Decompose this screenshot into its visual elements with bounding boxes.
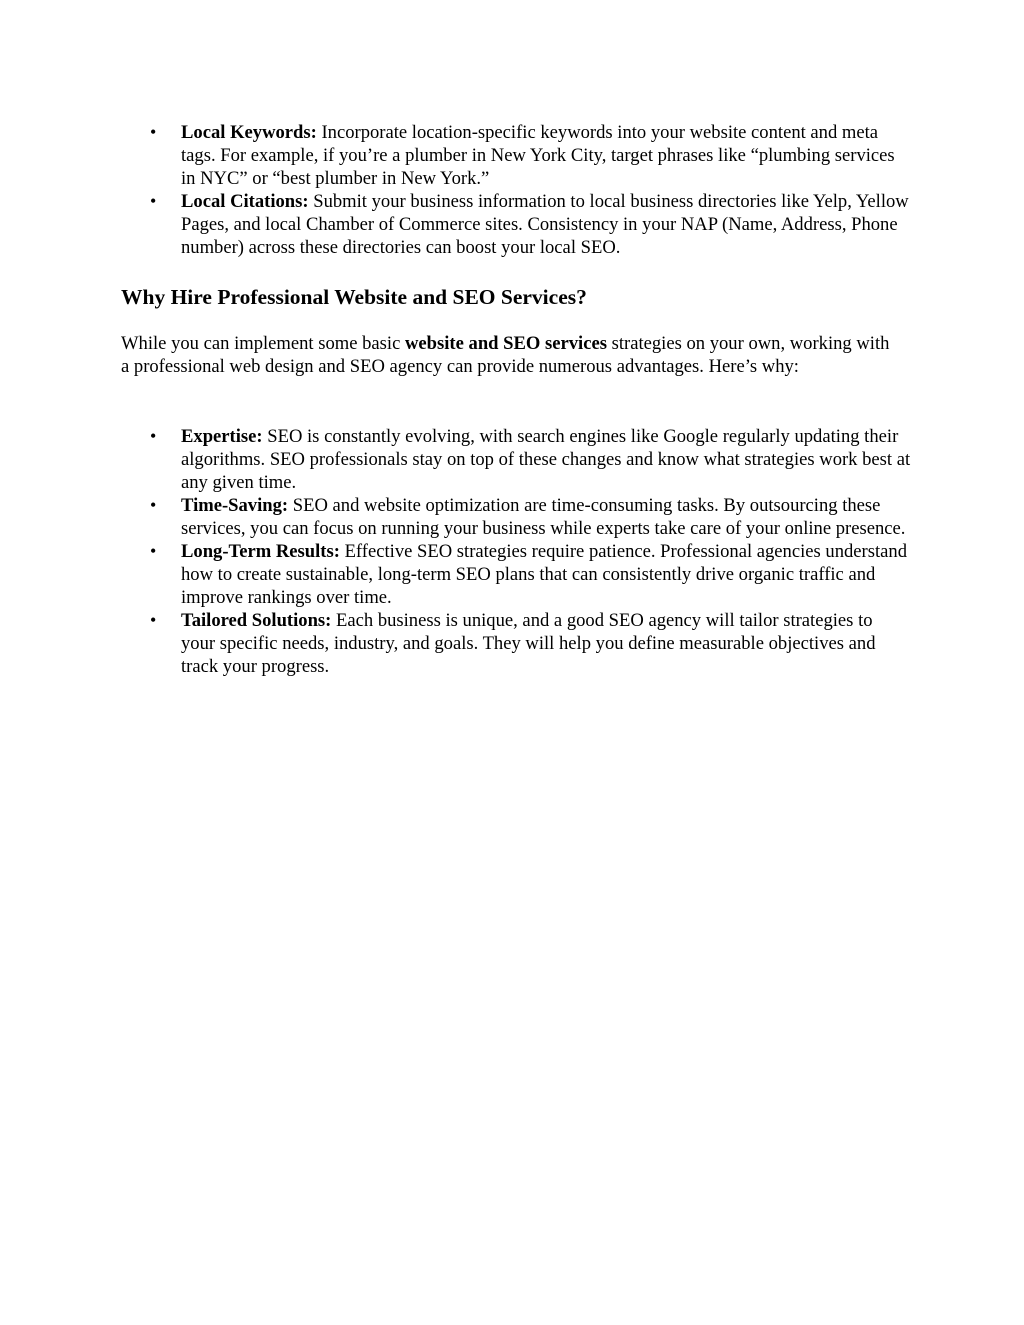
- list-item-text: SEO is constantly evolving, with search engines like Google regularly updating their algorithms. SEO professionals stay on top of these changes and know what strategies work best at any given time.: [181, 426, 911, 493]
- list-item-term: Local Citations:: [181, 191, 309, 212]
- section-heading: Why Hire Professional Website and SEO Services?: [121, 285, 587, 309]
- list-item: [150, 425, 911, 494]
- list-item: [150, 494, 911, 540]
- list-item: [150, 121, 911, 190]
- bullet-icon: •: [150, 495, 157, 515]
- list-item: [150, 190, 911, 259]
- intro-paragraph: [121, 332, 901, 378]
- intro-text-after: strategies on your own, working with a professional web design and SEO agency can provide numerous advantages. Here’s why:: [121, 333, 890, 377]
- intro-text-bold: website and SEO services: [405, 333, 607, 354]
- list-item-text: Submit your business information to local business directories like Yelp, Yellow Pages, and local Chamber of Commerce sites. Consistency in your NAP (Name, Address, Phone number) across these directories can boost your local SEO.: [181, 191, 909, 258]
- list-item-term: Local Keywords:: [181, 122, 317, 143]
- bullet-icon: •: [150, 610, 157, 630]
- intro-text-before: While you can implement some basic: [121, 333, 405, 354]
- local-seo-bullet-list: [150, 121, 911, 259]
- bullet-icon: •: [150, 541, 157, 561]
- list-item-term: Time-Saving:: [181, 495, 289, 516]
- list-item-text: Each business is unique, and a good SEO agency will tailor strategies to your specific needs, industry, and goals. They will help you define measurable objectives and track your progress.: [181, 610, 876, 677]
- advantages-bullet-list: [150, 425, 911, 678]
- list-item-text: Effective SEO strategies require patience. Professional agencies understand how to create sustainable, long-term SEO plans that can consistently drive organic traffic and improve rankings over time.: [181, 541, 907, 608]
- bullet-icon: •: [150, 426, 157, 446]
- list-item-term: Long-Term Results:: [181, 541, 340, 562]
- list-item-text: Incorporate location-specific keywords into your website content and meta tags. For example, if you’re a plumber in New York City, target phrases like “plumbing services in NYC” or “best plumber in New York.”: [181, 122, 895, 189]
- list-item-text: SEO and website optimization are time-consuming tasks. By outsourcing these services, you can focus on running your business while experts take care of your online presence.: [181, 495, 906, 539]
- bullet-icon: •: [150, 122, 157, 142]
- list-item: [150, 540, 911, 609]
- bullet-icon: •: [150, 191, 157, 211]
- list-item: [150, 609, 911, 678]
- list-item-term: Tailored Solutions:: [181, 610, 332, 631]
- list-item-term: Expertise:: [181, 426, 263, 447]
